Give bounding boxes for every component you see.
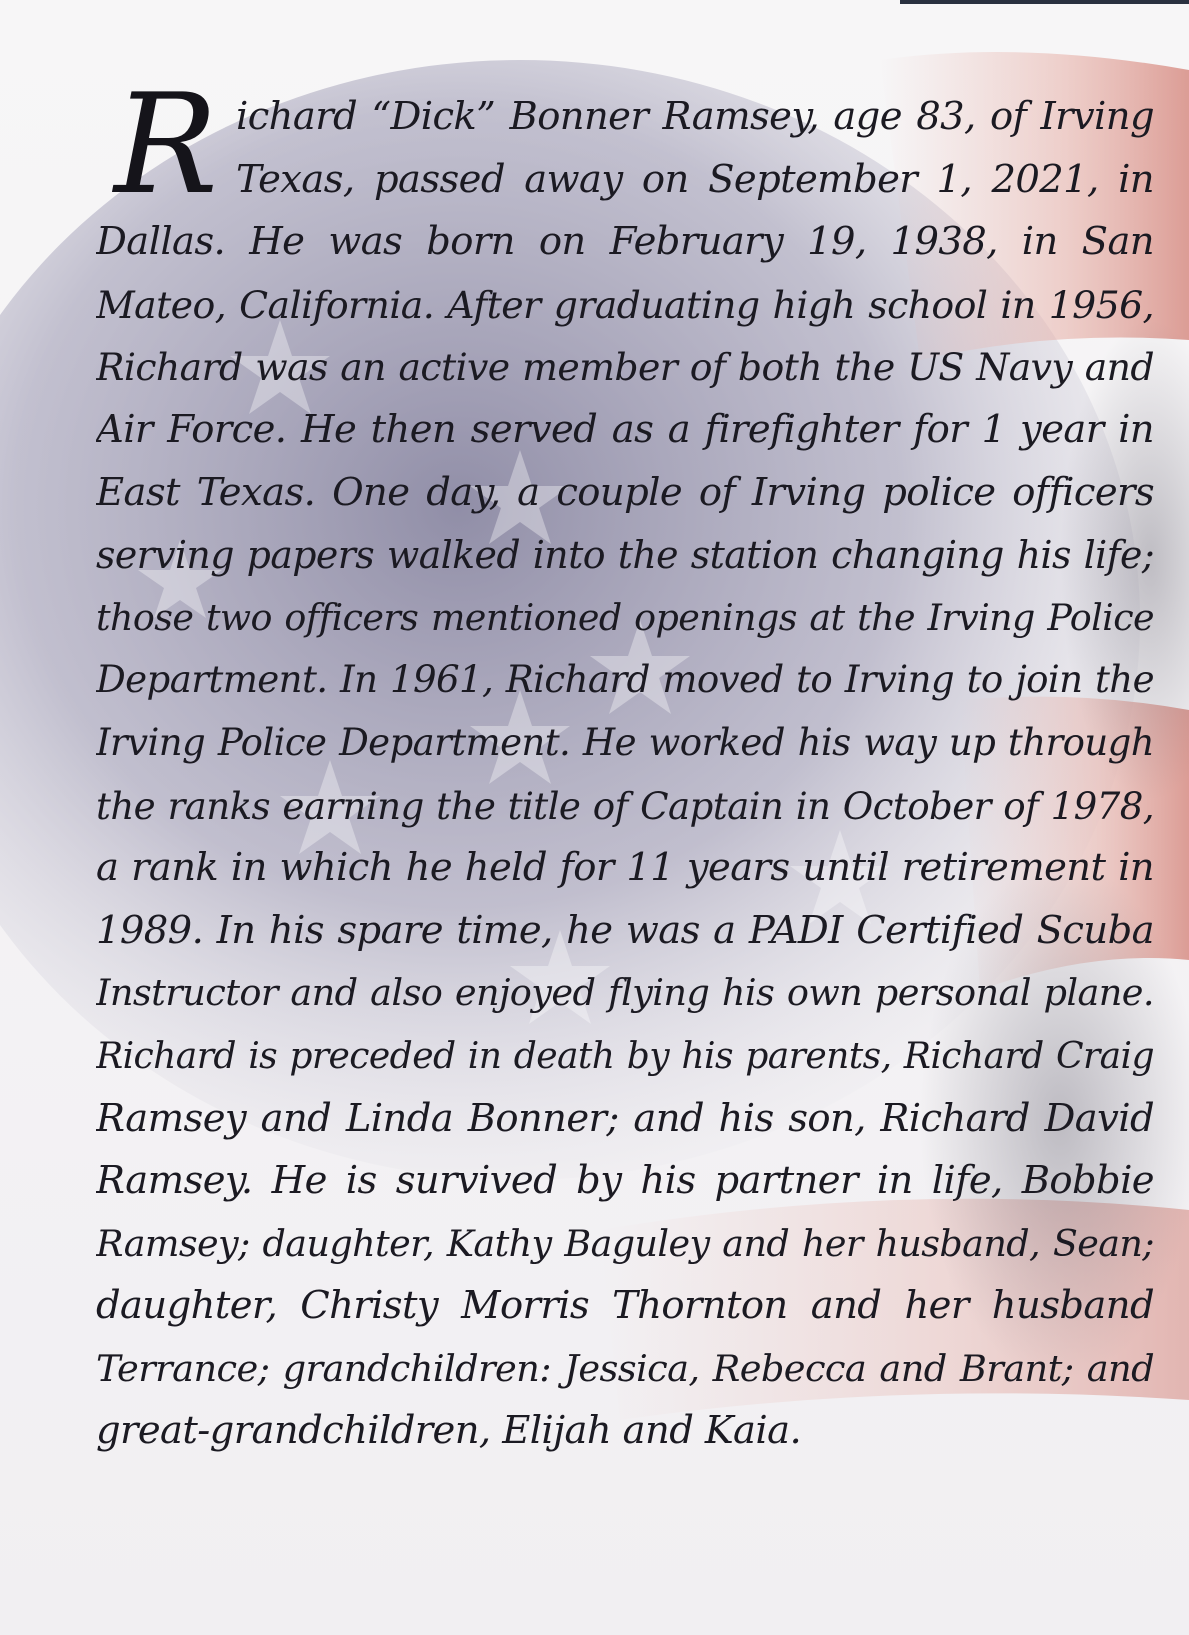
text-line: East Texas. One day, a couple of Irving police officers [96,469,1154,515]
text-line: Ramsey; daughter, Kathy Baguley and her husband, Sean; [96,1221,1154,1265]
text-line: Richard is preceded in death by his parents, Richard Craig [96,1033,1154,1077]
text-line: the ranks earning the title of Captain in October of 1978, [96,783,1154,828]
drop-cap: R [114,64,218,225]
text-line: Dallas. He was born on February 19, 1938, in San [96,219,1154,265]
text-line: Terrance; grandchildren: Jessica, Rebecca and Brant; and [96,1346,1154,1390]
text-line: 1989. In his spare time, he was a PADI Certified Scuba [96,907,1154,953]
text-line: ichard “Dick” Bonner Ramsey, age 83, of Irving [236,94,1154,139]
text-line: Ramsey and Linda Bonner; and his son, Richard David [96,1095,1154,1141]
text-line: Richard was an active member of both the US Navy and [96,345,1154,390]
text-line: a rank in which he held for 11 years until retirement in [96,845,1154,891]
text-line: those two officers mentioned openings at the Irving Police [96,595,1154,639]
text-line: serving papers walked into the station changing his life; [96,533,1154,578]
text-line: Texas, passed away on September 1, 2021, in [236,156,1154,202]
text-line: great-grandchildren, Elijah and Kaia. [96,1408,802,1454]
text-line: Ramsey. He is survived by his partner in life, Bobbie [96,1158,1154,1204]
text-line: Instructor and also enjoyed flying his own personal plane. [96,971,1154,1015]
text-line: Air Force. He then served as a firefighter for 1 year in [96,406,1154,452]
text-line: daughter, Christy Morris Thornton and her husband [96,1283,1154,1329]
text-line: Irving Police Department. He worked his way up through [96,720,1154,764]
text-line: Mateo, California. After graduating high school in 1956, [96,282,1154,327]
text-line: Department. In 1961, Richard moved to Irving to join the [96,658,1154,702]
page-top-edge [900,0,1189,4]
obituary-text [96,64,1154,1463]
